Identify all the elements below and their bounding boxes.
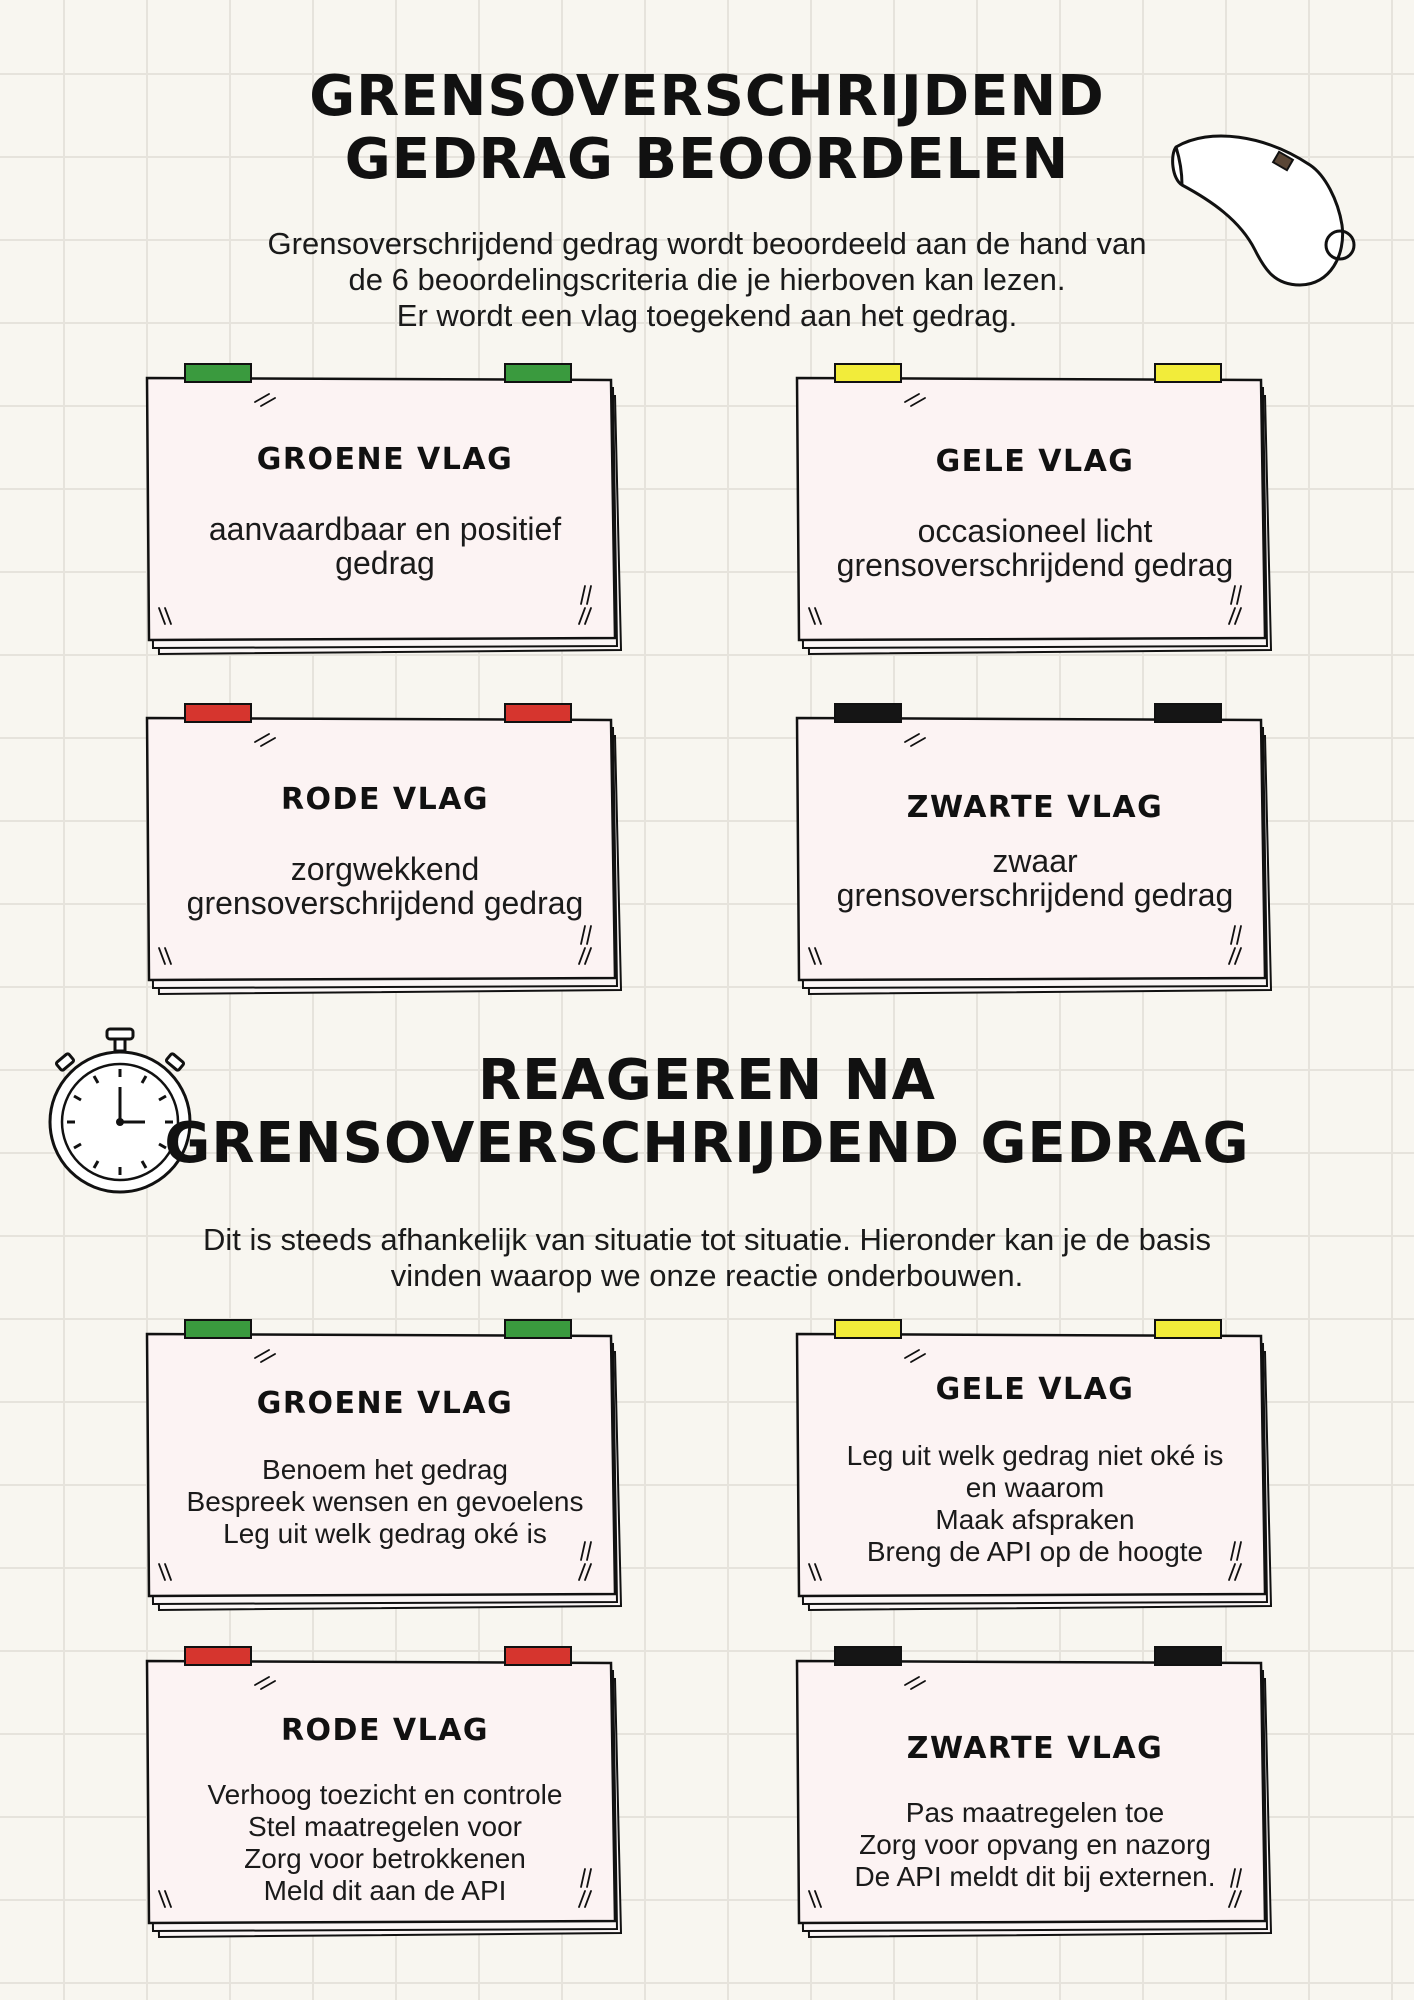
card-line: aanvaardbaar en positief — [208, 511, 562, 547]
tape-strip — [1155, 1320, 1221, 1338]
tape-strip — [835, 364, 901, 382]
card-text — [805, 514, 1265, 582]
section2-title-line-1: REAGEREN NA — [478, 1048, 936, 1113]
card-line: zorgwekkend — [290, 851, 480, 887]
card-text — [805, 1797, 1265, 1893]
card-text — [155, 1779, 615, 1907]
card-line: Leg uit welk gedrag niet oké is — [846, 1440, 1224, 1471]
card-line: Leg uit welk gedrag oké is — [223, 1518, 547, 1549]
card-line: Zorg voor betrokkenen — [244, 1843, 526, 1874]
section1-intro-line-3: Er wordt een vlag toegekend aan het gedrag. — [396, 298, 1018, 333]
card-line: occasioneel licht — [917, 513, 1153, 549]
card-line: Pas maatregelen toe — [905, 1797, 1165, 1828]
card-line: Benoem het gedrag — [262, 1454, 508, 1485]
card-title: RODE VLAG — [280, 1713, 490, 1748]
card-text — [805, 1440, 1265, 1568]
card-text — [155, 852, 615, 920]
card-line: gedrag — [335, 545, 435, 581]
tape-strip — [185, 704, 251, 722]
card-line: Zorg voor opvang en nazorg — [859, 1829, 1211, 1860]
tape-strip — [1155, 1647, 1221, 1665]
card-line: Meld dit aan de API — [263, 1875, 507, 1906]
card-line: grensoverschrijdend gedrag — [836, 877, 1234, 913]
card-title: RODE VLAG — [280, 782, 490, 817]
tape-strip — [835, 704, 901, 722]
tape-strip — [835, 1647, 901, 1665]
tape-strip — [1155, 704, 1221, 722]
reaction-card-yellow-flag — [795, 1328, 1275, 1618]
section2-intro-line-1: Dit is steeds afhankelijk van situatie tot situatie. Hieronder kan je de basis — [202, 1222, 1212, 1257]
section1-title-line-1: GRENSOVERSCHRIJDEND — [309, 64, 1105, 129]
reaction-card-red-flag — [145, 1655, 625, 1945]
card-black-flag — [795, 712, 1275, 1002]
card-text — [155, 1454, 615, 1550]
card-line: Verhoog toezicht en controle — [207, 1779, 563, 1810]
card-title: GELE VLAG — [935, 444, 1135, 479]
card-line: grensoverschrijdend gedrag — [186, 885, 584, 921]
section2-intro-line-2: vinden waarop we onze reactie onderbouwen. — [390, 1258, 1024, 1293]
card-title: GROENE VLAG — [256, 1386, 514, 1421]
card-line: De API meldt dit bij externen. — [854, 1861, 1216, 1892]
card-green-flag — [145, 372, 625, 662]
card-title: ZWARTE VLAG — [906, 1731, 1164, 1766]
card-red-flag — [145, 712, 625, 1002]
section1-title-line-2: GEDRAG BEOORDELEN — [344, 126, 1070, 192]
section1-intro-line-1: Grensoverschrijdend gedrag wordt beoordeeld aan de hand van — [267, 226, 1147, 261]
tape-strip — [505, 1647, 571, 1665]
tape-strip — [185, 364, 251, 382]
card-title: GELE VLAG — [935, 1372, 1135, 1407]
card-text — [155, 512, 615, 580]
card-sheet — [797, 378, 1265, 640]
card-yellow-flag — [795, 372, 1275, 662]
section2-title-line-2: GRENSOVERSCHRIJDEND GEDRAG — [164, 1110, 1250, 1176]
section1-intro-line-2: de 6 beoordelingscriteria die je hierboven kan lezen. — [348, 262, 1066, 297]
card-line: en waarom — [965, 1472, 1105, 1503]
section2-intro — [120, 1222, 1294, 1294]
tape-strip — [835, 1320, 901, 1338]
section1-intro — [180, 226, 1234, 334]
card-line: Stel maatregelen voor — [248, 1811, 522, 1842]
card-line: Breng de API op de hoogte — [866, 1536, 1204, 1567]
card-line: grensoverschrijdend gedrag — [836, 547, 1234, 583]
tape-strip — [1155, 364, 1221, 382]
tape-strip — [185, 1320, 251, 1338]
card-title: GROENE VLAG — [256, 442, 514, 477]
card-sheet — [147, 378, 615, 640]
tape-strip — [505, 1320, 571, 1338]
tape-strip — [505, 704, 571, 722]
card-line: Bespreek wensen en gevoelens — [186, 1486, 584, 1517]
card-title: ZWARTE VLAG — [906, 790, 1164, 825]
card-sheet — [147, 718, 615, 980]
reaction-card-black-flag — [795, 1655, 1275, 1945]
card-text — [805, 844, 1265, 912]
card-line: zwaar — [992, 843, 1078, 879]
tape-strip — [185, 1647, 251, 1665]
card-line: Maak afspraken — [935, 1504, 1135, 1535]
reaction-card-green-flag — [145, 1328, 625, 1618]
tape-strip — [505, 364, 571, 382]
section2-title — [0, 1050, 1414, 1175]
